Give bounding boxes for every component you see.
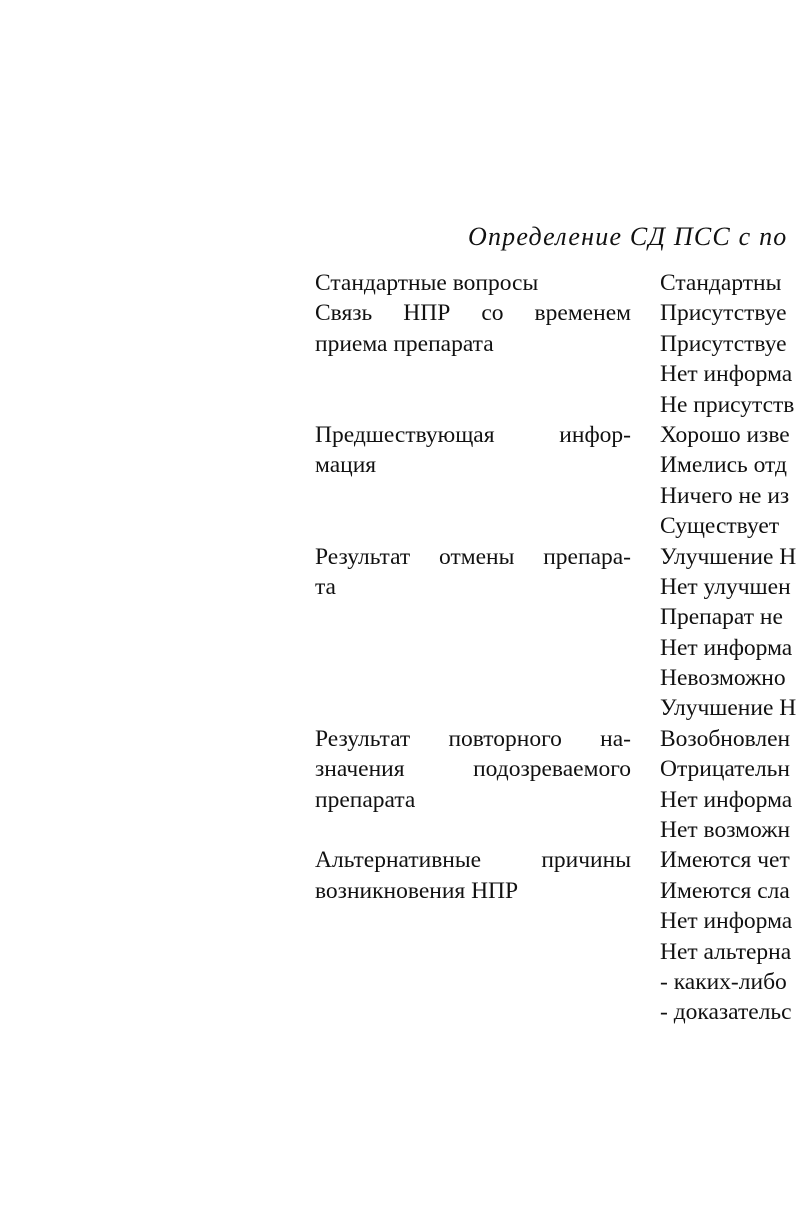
spacer xyxy=(315,906,631,936)
question-group xyxy=(315,724,631,846)
question-group xyxy=(315,420,631,542)
question-line: Связь НПР со временем xyxy=(315,300,631,327)
spacer xyxy=(315,633,631,663)
spacer xyxy=(315,815,631,845)
question-line: мация xyxy=(315,452,377,479)
answer-line: - доказательс xyxy=(660,999,792,1026)
answer-line: Имеются сла xyxy=(660,877,790,904)
answer-line: Присутствуе xyxy=(660,300,787,327)
questions-column xyxy=(315,268,631,1028)
question-group xyxy=(315,845,631,1027)
answer-line: Улучшение Н xyxy=(660,543,797,570)
question-line: возникновения НПР xyxy=(315,877,519,904)
spacer xyxy=(315,511,631,541)
page-title: Определение СД ПСС с по xyxy=(468,222,788,251)
answer-line: Хорошо изве xyxy=(660,421,790,448)
question-line: приема препарата xyxy=(315,330,494,357)
answer-line: Улучшение Н xyxy=(660,695,797,722)
question-line: та xyxy=(315,573,336,600)
spacer xyxy=(315,602,631,632)
answer-line: Нет альтерна xyxy=(660,938,792,965)
spacer xyxy=(315,390,631,420)
answer-line: Нет информа xyxy=(660,634,793,661)
spacer xyxy=(315,937,631,967)
answer-line: Нет улучшен xyxy=(660,573,791,600)
question-line: Результат повторного на- xyxy=(315,725,631,752)
answer-line: Возобновлен xyxy=(660,725,791,752)
question-group xyxy=(315,542,631,724)
answer-line: Нет информа xyxy=(660,786,793,813)
answer-line: Нет информа xyxy=(660,361,793,388)
spacer xyxy=(315,359,631,389)
answer-line: Нет возможн xyxy=(660,817,791,844)
spacer xyxy=(315,997,631,1027)
question-group xyxy=(315,298,631,420)
questions-header: Стандартные вопросы xyxy=(315,270,539,296)
answer-line: Отрицательн xyxy=(660,756,790,783)
answer-line: Не присутств xyxy=(660,391,795,418)
answer-line: - каких-либо xyxy=(660,968,787,995)
question-line: Предшествующая инфор- xyxy=(315,421,631,448)
answer-line: Имеются чет xyxy=(660,847,790,874)
answer-line: Нет информа xyxy=(660,908,793,935)
answer-line: Существует xyxy=(660,513,780,540)
answer-line: Препарат не xyxy=(660,604,783,631)
answer-line: Присутствуе xyxy=(660,330,787,357)
question-line: Результат отмены препара- xyxy=(315,543,631,570)
question-line: препарата xyxy=(315,786,416,813)
spacer xyxy=(315,967,631,997)
spacer xyxy=(315,693,631,723)
answer-line: Невозможно xyxy=(660,665,786,692)
question-line: значения подозреваемого xyxy=(315,756,631,783)
spacer xyxy=(315,663,631,693)
answers-column xyxy=(660,268,800,1028)
answer-line: Имелись отд xyxy=(660,452,787,479)
question-line: Альтернативные причины xyxy=(315,847,631,874)
answers-header: Стандартны xyxy=(660,270,782,296)
spacer xyxy=(315,481,631,511)
answer-line: Ничего не из xyxy=(660,482,790,509)
